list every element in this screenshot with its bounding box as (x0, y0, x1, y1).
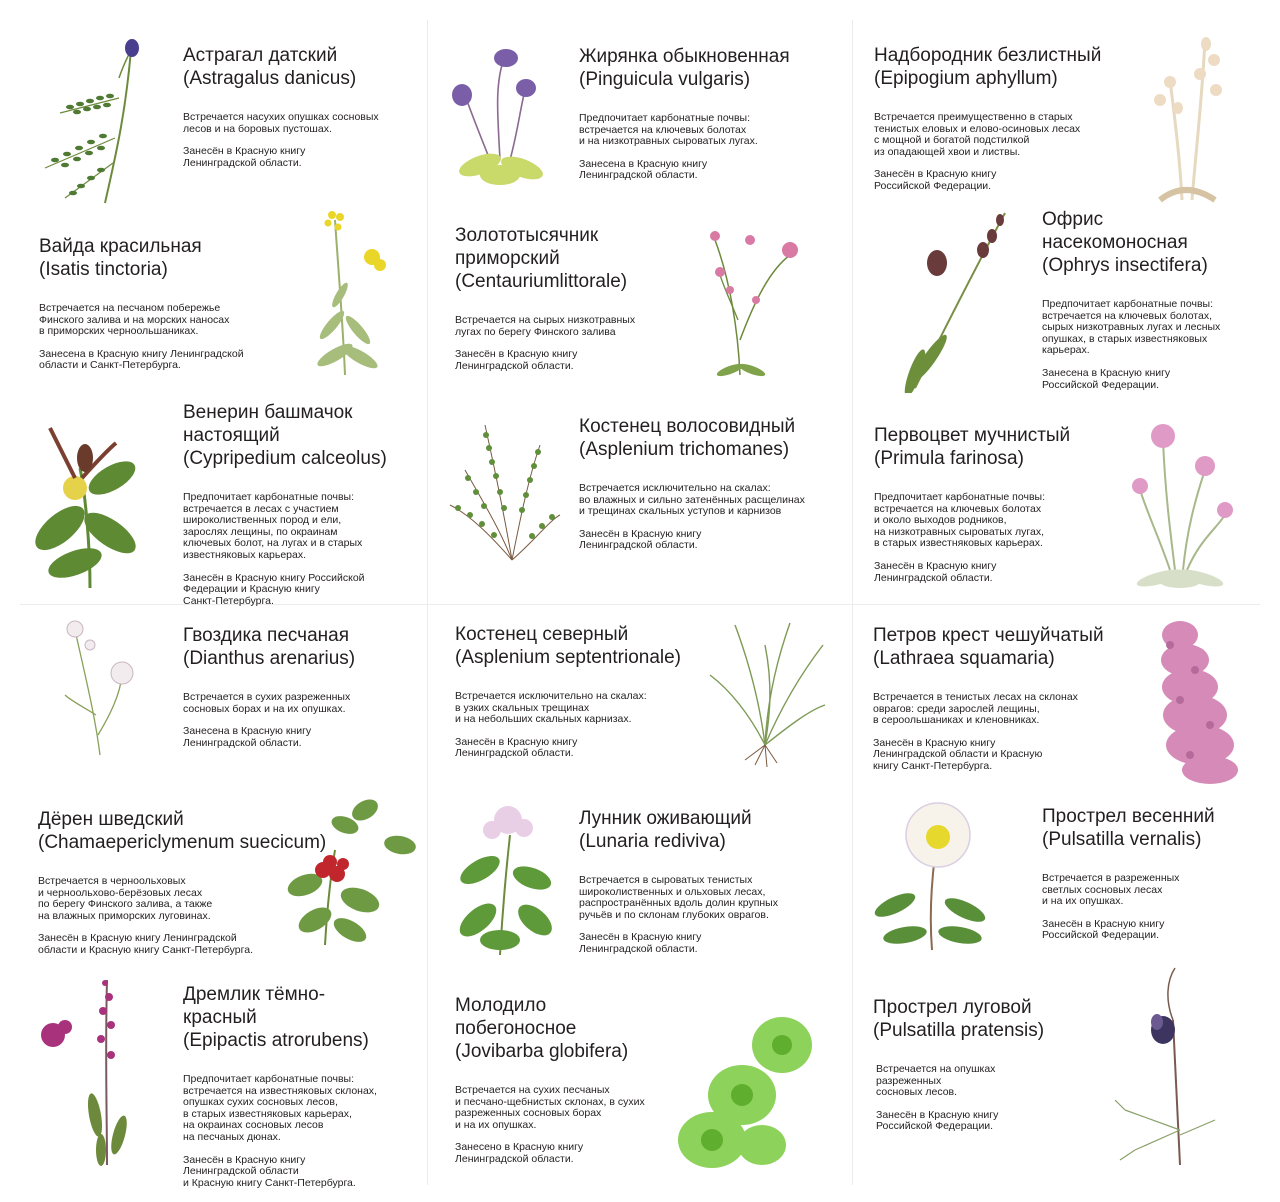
astragalus-illustration (35, 38, 155, 208)
species-status: Занесён в Красную книгу Ленинградской области. (579, 931, 702, 955)
species-card-pulsatilla-vernalis (1042, 805, 1215, 942)
species-description: Встречается в черноольховых и черноольхово-берёзовых лесах по берегу Финского залива, а также на влажных приморских луговинах. (38, 875, 213, 922)
species-title (39, 235, 244, 281)
species-latin-name: (Epipactis atrorubens) (183, 1030, 369, 1051)
species-card-chamaepericlymenum (38, 808, 326, 957)
species-name: Прострел весенний (1042, 806, 1215, 827)
species-card-primula (874, 424, 1070, 584)
species-description: Предпочитает карбонатные почвы: встречается на ключевых болотах, сырых низкотравных лугах и лесных опушках, в старых известняковых карьерах. (1042, 298, 1221, 357)
species-status: Занесена в Красную книгу Ленинградской области и Санкт-Петербурга. (39, 347, 244, 372)
species-card-epipogium (874, 44, 1101, 193)
species-description: Предпочитает карбонатные почвы: встречается в лесах с участием широколиственных пород и ели, зарослях лещины, по окраинам ключевых болот, на лугах и в старых известняковых карьерах. (183, 491, 363, 561)
species-latin-name: (Asplenium trichomanes) (579, 439, 790, 460)
species-latin-name: (Chamaepericlymenum suecicum) (38, 832, 327, 853)
species-name: Венерин башмачок (183, 402, 353, 423)
species-name: Костенец волосовидный (579, 416, 796, 437)
species-description: Встречается насухих опушках сосновых лесов и на боровых пустошах. (183, 111, 379, 135)
species-description: Встречается на сухих песчаных и песчано-щебнистых склонах, в сухих разреженных сосновых борах и на их опушках. (455, 1084, 645, 1131)
species-name: Дремлик тёмно- (183, 984, 326, 1005)
species-description: Встречается в тенистых лесах на склонах оврагов: среди зарослей лещины, в сероольшаниках и кленовниках. (873, 691, 1078, 727)
species-card-ophrys (1042, 208, 1220, 391)
species-title (183, 44, 379, 90)
species-card-jovibarba (455, 994, 645, 1166)
species-description: Встречается в сыроватых тенистых широколиственных и ольховых лесах, распространённых вдоль долин крупных ручьёв и по склонам глубоких оврагов. (579, 874, 778, 921)
species-description: Встречается на песчаном побережье Финского залива и на морских наносах в приморских черноольшаниках. (39, 302, 230, 338)
species-card-centaurium (455, 224, 635, 372)
species-status: Занесён в Красную книгу Российской Федерации и Красную книгу Санкт-Петербурга. (183, 571, 365, 607)
species-name: Первоцвет мучнистый (874, 425, 1071, 446)
species-name: Вайда красильная (39, 236, 202, 257)
asplenium-septentrionale-illustration (705, 615, 830, 770)
species-card-pulsatilla-pratensis (873, 996, 1044, 1133)
isatis-illustration (310, 205, 400, 380)
species-description: Встречается исключительно на скалах: во влажных и сильно затенённых расщелинах и трещинах скальных уступов и карнизов (579, 482, 805, 518)
species-name: Жирянка обыкновенная (579, 46, 790, 67)
species-title (579, 807, 778, 853)
column-divider (427, 20, 428, 1185)
species-card-lunaria (579, 807, 778, 956)
species-status: Занесён в Красную книгу Ленинградской области. (455, 348, 578, 372)
pinguicula-illustration (440, 40, 560, 190)
species-title: Офрис насекомоносная (Ophrys insectifera) (1042, 208, 1220, 277)
species-latin-name: (Primula farinosa) (874, 448, 1024, 469)
species-card-astragalus (183, 44, 379, 169)
species-name: Надбородник безлистный (874, 45, 1102, 66)
species-title (38, 808, 326, 854)
species-description: Предпочитает карбонатные почвы: встречается на известняковых склонах, опушках сухих сосновых лесов, в старых известняковых карьерах, на окраинах сосновых лесов на песчаных дюнах. (183, 1073, 377, 1143)
species-name: Офрис (1042, 209, 1104, 230)
species-title (455, 623, 681, 669)
species-status: Занесён в Красную книгу Ленинградской области и Красную книгу Санкт-Петербурга. (183, 1153, 356, 1189)
species-title (579, 45, 790, 91)
species-description: Встречается на сырых низкотравных лугах по берегу Финского залива (455, 314, 636, 338)
asplenium-trichomanes-illustration (440, 420, 565, 565)
species-latin-name: (Pinguicula vulgaris) (579, 69, 751, 90)
species-status: Занесён в Красную книгу Российской Федерации. (1042, 917, 1165, 942)
species-card-pinguicula (579, 45, 790, 182)
species-name: Астрагал датский (183, 45, 338, 66)
species-card-lathraea (873, 624, 1104, 773)
species-description: Встречается на опушках разреженных сосновых лесов. (876, 1063, 996, 1099)
species-title: Дремлик тёмно- красный (Epipactis atrorubens) (183, 983, 377, 1052)
species-title (874, 424, 1070, 470)
species-latin-name: (Isatis tinctoria) (39, 259, 168, 280)
species-status: Занесён в Красную книгу Российской Федерации. (876, 1108, 999, 1133)
species-latin-name: (Astragalus danicus) (183, 68, 357, 89)
primula-illustration (1125, 420, 1240, 590)
epipogium-illustration (1130, 30, 1240, 205)
pulsatilla-vernalis-illustration (870, 795, 990, 955)
species-name: Костенец северный (455, 624, 629, 645)
species-card-dianthus (183, 624, 355, 749)
species-latin-name: (Centauriumlittorale) (455, 271, 628, 292)
species-latin-name: (Dianthus arenarius) (183, 648, 356, 669)
jovibarba-illustration (672, 1005, 822, 1175)
species-latin-name: (Lunaria rediviva) (579, 831, 726, 852)
species-latin-name: (Epipogium aphyllum) (874, 68, 1058, 89)
species-name: Золототысячник (455, 225, 599, 246)
species-card-epipactis (183, 983, 377, 1189)
ophrys-illustration (895, 208, 1015, 393)
species-card-isatis (39, 235, 244, 372)
species-title (873, 624, 1104, 670)
species-status: Занесён в Красную книгу Ленинградской области и Красную книгу Санкт-Петербурга. (38, 932, 253, 956)
species-title: Молодило побегоносное (Jovibarba globifera) (455, 994, 645, 1063)
centaurium-illustration (700, 220, 810, 380)
species-name: Молодило (455, 995, 547, 1016)
species-status: Занесён в Красную книгу Ленинградской области. (579, 527, 702, 552)
species-title (873, 996, 1044, 1042)
chamaepericlymenum-illustration (285, 790, 420, 950)
species-status: Занесена в Красную книгу Ленинградской области. (183, 725, 312, 749)
species-name: Лунник оживающий (579, 808, 752, 829)
species-status: Занесён в Красную книгу Ленинградской области и Красную книгу Санкт-Петербурга. (873, 736, 1043, 772)
pulsatilla-pratensis-illustration (1105, 960, 1240, 1170)
species-title: Венерин башмачок настоящий (Cypripedium calceolus) (183, 402, 387, 469)
species-card-asplenium-trichomanes (579, 415, 805, 552)
dianthus-illustration (50, 615, 150, 760)
species-name: Петров крест чешуйчатый (873, 625, 1104, 646)
species-latin-name: (Ophrys insectifera) (1042, 255, 1208, 276)
species-status: Занесена в Красную книгу Российской Федерации. (1042, 366, 1171, 391)
species-title (183, 624, 355, 670)
species-latin-name: (Pulsatilla pratensis) (873, 1020, 1045, 1041)
species-card-cypripedium (183, 401, 387, 607)
species-latin-name: (Cypripedium calceolus) (183, 448, 387, 469)
species-description: Встречается в сухих разреженных сосновых борах и на их опушках. (183, 691, 351, 715)
species-status: Занесён в Красную книгу Ленинградской области. (455, 735, 578, 760)
species-description: Встречается исключительно на скалах: в узких скальных трещинах и на небольших скальных карнизах. (455, 690, 647, 726)
epipactis-illustration (35, 975, 155, 1170)
species-status: Занесена в Красную книгу Ленинградской области. (579, 157, 708, 182)
species-latin-name: (Pulsatilla vernalis) (1042, 829, 1202, 850)
lunaria-illustration (450, 800, 560, 960)
species-title (874, 44, 1101, 90)
species-description: Встречается преимущественно в старых тенистых еловых и елово-осиновых лесах с мощной и богатой подстилкой из опадающей хвои и листвы. (874, 111, 1081, 158)
column-divider (852, 20, 853, 1185)
species-status: Занесён в Красную книгу Ленинградской области. (874, 559, 997, 584)
species-description: Предпочитает карбонатные почвы: встречается на ключевых болотах и на низкотравных сыроватых лугах. (579, 112, 758, 148)
species-latin-name: (Asplenium septentrionale) (455, 647, 682, 668)
species-title (1042, 805, 1215, 851)
species-name: Гвоздика песчаная (183, 625, 349, 646)
species-status: Занесён в Красную книгу Ленинградской области. (183, 145, 306, 169)
species-name: Прострел луговой (873, 997, 1032, 1018)
species-description: Встречается в разреженных светлых сосновых лесах и на их опушках. (1042, 872, 1180, 908)
species-title: Золототысячник приморский (Centauriumlittorale) (455, 224, 635, 293)
species-name: Дёрен шведский (38, 809, 184, 830)
cypripedium-illustration (30, 408, 150, 593)
species-latin-name: (Lathraea squamaria) (873, 648, 1055, 669)
species-title (579, 415, 805, 461)
species-card-asplenium-septentrionale (455, 623, 681, 760)
species-status: Занесён в Красную книгу Российской Федерации. (874, 168, 997, 192)
species-latin-name: (Jovibarba globifera) (455, 1041, 629, 1062)
lathraea-illustration (1140, 615, 1245, 785)
species-status: Занесено в Красную книгу Ленинградской области. (455, 1141, 584, 1165)
species-description: Предпочитает карбонатные почвы: встречается на ключевых болотах и около выходов родников, на низкотравных сыроватых лугах, в старых известняковых карьерах. (874, 491, 1045, 550)
